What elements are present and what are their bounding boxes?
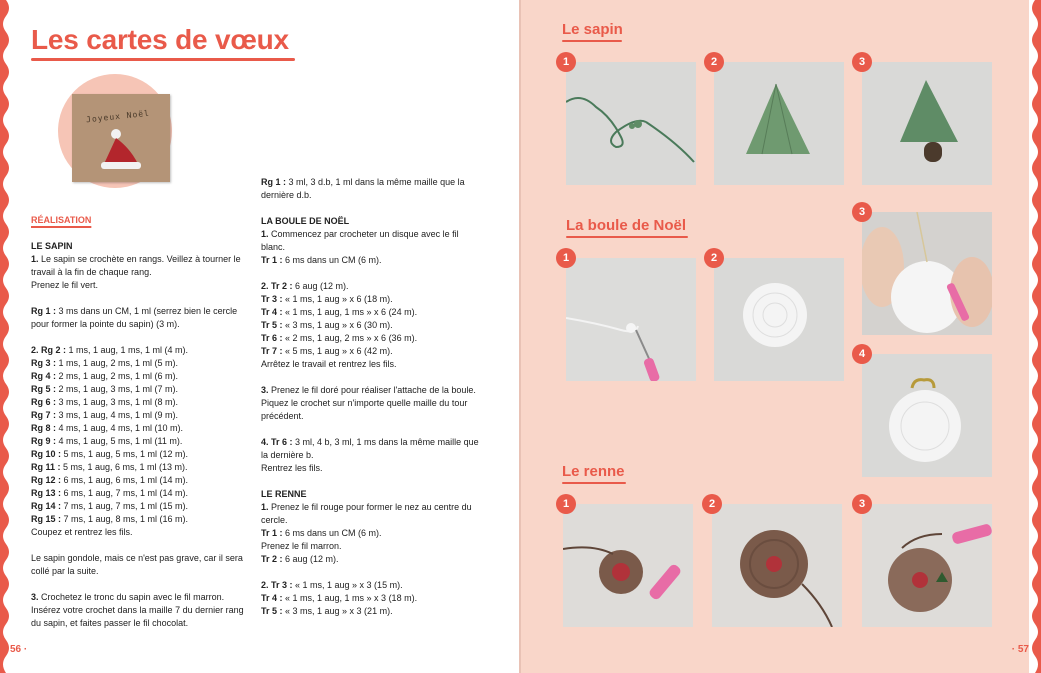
row-label: Rg 9 :: [31, 436, 57, 446]
card-text: Joyeux Noël: [85, 108, 151, 125]
row-label: Tr 1 :: [261, 255, 283, 265]
row-text: 6 ms, 1 aug, 6 ms, 1 ml (14 m).: [61, 475, 189, 485]
row-1-trunk: [261, 176, 481, 202]
row-text: 2 ms, 1 aug, 2 ms, 1 ml (6 m).: [56, 371, 179, 381]
row-text: 1 ms, 1 aug, 1 ms, 1 ml (4 m).: [66, 345, 189, 355]
wavy-edge-right: [1029, 0, 1041, 673]
wavy-edge-left: [0, 0, 12, 673]
row-line: [31, 357, 246, 370]
step-badge: 1: [556, 52, 576, 72]
greeting-card-photo: [72, 94, 170, 182]
row-line: [31, 422, 246, 435]
page-number-left: 56 ·: [10, 644, 28, 655]
row-label: Rg 1 :: [31, 306, 57, 316]
row-line: [261, 579, 481, 592]
heading-underline: [566, 236, 688, 238]
step-text: Prenez le fil doré pour réaliser l'attache de la boule. Piquez le crochet sur n'importe quelle maille du tour précédent.: [261, 385, 476, 421]
step-1-boule: [261, 228, 481, 254]
photo-sapin-step-2: [714, 62, 844, 185]
row-label: Rg 8 :: [31, 423, 57, 433]
step-number: 1.: [261, 502, 269, 512]
row-text: 3 ms, 1 aug, 4 ms, 1 ml (9 m).: [56, 410, 179, 420]
step-number: 3.: [31, 592, 39, 602]
row-text: 3 ml, 3 d.b, 1 ml dans la même maille que la dernière d.b.: [261, 177, 465, 200]
row-line: [31, 461, 246, 474]
row-text: « 1 ms, 1 aug » x 3 (15 m).: [292, 580, 403, 590]
round-1-renne: [261, 527, 481, 540]
step-text: Le sapin se crochète en rangs. Veillez à tourner le travail à la fin de chaque rang.: [31, 254, 241, 277]
row-line: [31, 409, 246, 422]
heading-underline: [562, 40, 622, 42]
renne-rows: [261, 579, 481, 618]
photo-renne-step-2: [712, 504, 842, 627]
row-label: Tr 4 :: [261, 593, 283, 603]
row-label: Rg 15 :: [31, 514, 62, 524]
photo-boule-step-1: [566, 258, 696, 381]
row-text: 7 ms, 1 aug, 7 ms, 1 ml (15 m).: [61, 501, 189, 511]
row-label: 2. Tr 2 :: [261, 281, 293, 291]
row-label: Tr 3 :: [261, 294, 283, 304]
row-text: « 1 ms, 1 aug, 1 ms » x 6 (24 m).: [282, 307, 418, 317]
step-badge: 3: [852, 52, 872, 72]
row-line: [261, 306, 481, 319]
step-number: 1.: [261, 229, 269, 239]
photo-renne-step-3: [862, 504, 992, 627]
row-line: [31, 448, 246, 461]
heading-boule: La boule de Noël: [566, 217, 687, 234]
boule-rows: [261, 280, 481, 358]
row-line: [31, 513, 246, 526]
row-label: Tr 1 :: [261, 528, 283, 538]
photo-boule-step-2: [714, 258, 844, 381]
step-badge: 3: [852, 494, 872, 514]
step-text: Prenez le fil rouge pour former le nez au centre du cercle.: [261, 502, 472, 525]
row-text: 6 aug (12 m).: [282, 554, 339, 564]
row-text: 4 ms, 1 aug, 4 ms, 1 ml (10 m).: [56, 423, 184, 433]
row-text: « 2 ms, 1 aug, 2 ms » x 6 (36 m).: [282, 333, 418, 343]
row-label: Rg 12 :: [31, 475, 62, 485]
row-text: 6 ms, 1 aug, 7 ms, 1 ml (14 m).: [61, 488, 189, 498]
subheading-boule: LA BOULE DE NOËL: [261, 216, 350, 226]
title-underline: [31, 58, 295, 61]
step-badge: 1: [556, 494, 576, 514]
photo-boule-step-3: [862, 212, 992, 335]
round-2-renne: [261, 553, 481, 566]
instructions-column-right: [261, 176, 481, 618]
row-text: 6 aug (12 m).: [292, 281, 349, 291]
santa-hat-icon: [96, 128, 144, 174]
row-line: [261, 280, 481, 293]
note-gondole: Le sapin gondole, mais ce n'est pas grave, car il sera collé par la suite.: [31, 553, 243, 576]
instruction-line: Rentrez les fils.: [261, 463, 323, 473]
row-label: Tr 5 :: [261, 320, 283, 330]
step-badge: 1: [556, 248, 576, 268]
step-number: 1.: [31, 254, 39, 264]
row-label: Rg 6 :: [31, 397, 57, 407]
heading-sapin: Le sapin: [562, 21, 623, 38]
step-badge: 2: [704, 248, 724, 268]
section-heading-realisation: RÉALISATION: [31, 215, 92, 225]
instruction-line: Arrêtez le travail et rentrez les fils.: [261, 359, 397, 369]
gutter: [519, 0, 521, 673]
row-label: Rg 3 :: [31, 358, 57, 368]
step-number: 3.: [261, 385, 269, 395]
row-text: 5 ms, 1 aug, 5 ms, 1 ml (12 m).: [61, 449, 189, 459]
row-1: [31, 305, 246, 331]
row-text: 2 ms, 1 aug, 3 ms, 1 ml (7 m).: [56, 384, 179, 394]
row-label: 4. Tr 6 :: [261, 437, 293, 447]
row-line: [31, 344, 246, 357]
row-text: « 1 ms, 1 aug » x 6 (18 m).: [282, 294, 393, 304]
row-line: [261, 345, 481, 358]
row-label: Rg 5 :: [31, 384, 57, 394]
step-badge: 3: [852, 202, 872, 222]
step-3-sapin: [31, 591, 246, 630]
row-text: « 1 ms, 1 aug, 1 ms » x 3 (18 m).: [282, 593, 418, 603]
row-label: Tr 5 :: [261, 606, 283, 616]
row-label: 2. Tr 3 :: [261, 580, 293, 590]
photo-sapin-step-1: [566, 62, 696, 185]
subheading-sapin: LE SAPIN: [31, 241, 73, 251]
instruction-line: Coupez et rentrez les fils.: [31, 527, 133, 537]
row-line: [261, 592, 481, 605]
row-line: [261, 332, 481, 345]
photo-sapin-step-3: [862, 62, 992, 185]
row-text: 6 ms dans un CM (6 m).: [282, 528, 382, 538]
page-title: Les cartes de vœux: [31, 24, 289, 55]
row-text: 4 ms, 1 aug, 5 ms, 1 ml (11 m).: [56, 436, 183, 446]
instruction-line: Prenez le fil vert.: [31, 280, 99, 290]
row-text: 7 ms, 1 aug, 8 ms, 1 ml (16 m).: [61, 514, 189, 524]
step-badge: 4: [852, 344, 872, 364]
step-text: Crochetez le tronc du sapin avec le fil marron. Insérez votre crochet dans la maille 7 du dernier rang du sapin, et faites passer le fil chocolat.: [31, 592, 244, 628]
instructions-column-left: [31, 214, 246, 630]
step-4-boule: [261, 436, 481, 462]
step-1-renne: [261, 501, 481, 527]
step-1-sapin: [31, 253, 246, 279]
row-line: [31, 383, 246, 396]
step-badge: 2: [704, 52, 724, 72]
row-line: [261, 605, 481, 618]
row-label: Rg 4 :: [31, 371, 57, 381]
row-label: Rg 7 :: [31, 410, 57, 420]
row-label: Tr 4 :: [261, 307, 283, 317]
row-text: 3 ml, 4 b, 3 ml, 1 ms dans la même maille que la dernière b.: [261, 437, 479, 460]
row-line: [31, 435, 246, 448]
instruction-line: Prenez le fil marron.: [261, 541, 342, 551]
row-label: Rg 13 :: [31, 488, 62, 498]
row-label: Rg 11 :: [31, 462, 61, 472]
row-text: 3 ms dans un CM, 1 ml (serrez bien le cercle pour former la pointe du sapin) (3 m).: [31, 306, 238, 329]
row-line: [31, 487, 246, 500]
row-text: « 3 ms, 1 aug » x 3 (21 m).: [282, 606, 393, 616]
sapin-rows: [31, 344, 246, 526]
row-label: 2. Rg 2 :: [31, 345, 67, 355]
round-1-boule: [261, 254, 481, 267]
row-text: « 5 ms, 1 aug » x 6 (42 m).: [282, 346, 393, 356]
page-number-right: · 57: [1011, 644, 1029, 655]
row-text: « 3 ms, 1 aug » x 6 (30 m).: [282, 320, 393, 330]
row-line: [31, 500, 246, 513]
row-line: [31, 474, 246, 487]
row-text: 3 ms, 1 aug, 3 ms, 1 ml (8 m).: [56, 397, 179, 407]
row-line: [261, 319, 481, 332]
row-label: Tr 6 :: [261, 333, 283, 343]
row-label: Tr 7 :: [261, 346, 283, 356]
step-3-boule: [261, 384, 481, 423]
row-label: Rg 10 :: [31, 449, 62, 459]
row-label: Rg 14 :: [31, 501, 62, 511]
step-text: Commencez par crocheter un disque avec le fil blanc.: [261, 229, 459, 252]
photo-boule-step-4: [862, 354, 992, 477]
row-line: [31, 396, 246, 409]
row-label: Tr 2 :: [261, 554, 283, 564]
row-line: [261, 293, 481, 306]
row-text: 5 ms, 1 aug, 6 ms, 1 ml (13 m).: [60, 462, 188, 472]
row-text: 6 ms dans un CM (6 m).: [282, 255, 382, 265]
row-text: 1 ms, 1 aug, 2 ms, 1 ml (5 m).: [56, 358, 179, 368]
row-label: Rg 1 :: [261, 177, 287, 187]
photo-renne-step-1: [563, 504, 693, 627]
step-badge: 2: [702, 494, 722, 514]
heading-underline: [562, 482, 626, 484]
heading-renne: Le renne: [562, 463, 625, 480]
row-line: [31, 370, 246, 383]
subheading-renne: LE RENNE: [261, 489, 307, 499]
